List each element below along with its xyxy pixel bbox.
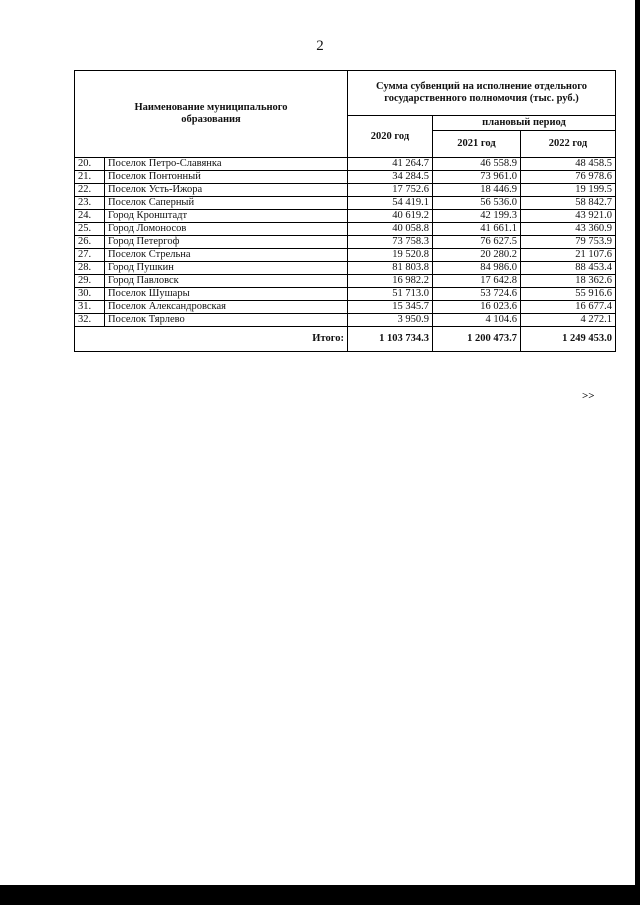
value-2021: 42 199.3 [433, 210, 521, 223]
header-planning-period: плановый период [433, 116, 616, 131]
scan-edge-right [635, 0, 640, 905]
table-row [75, 301, 616, 314]
value-2020: 73 758.3 [348, 236, 433, 249]
value-2021: 16 023.6 [433, 301, 521, 314]
value-2021: 73 961.0 [433, 171, 521, 184]
value-2020: 41 264.7 [348, 158, 433, 171]
value-2021: 20 280.2 [433, 249, 521, 262]
value-2022: 43 360.9 [521, 223, 616, 236]
table-body [75, 158, 616, 327]
row-number: 27. [75, 249, 105, 262]
table-row [75, 171, 616, 184]
total-row [75, 327, 616, 352]
header-year-2022: 2022 год [521, 131, 616, 158]
value-2021: 56 536.0 [433, 197, 521, 210]
value-2022: 18 362.6 [521, 275, 616, 288]
row-number: 30. [75, 288, 105, 301]
header-subvention-sum: Сумма субвенций на исполнение отдельного государственного полномочия (тыс. руб.) [348, 71, 616, 116]
value-2022: 19 199.5 [521, 184, 616, 197]
row-number: 21. [75, 171, 105, 184]
value-2020: 54 419.1 [348, 197, 433, 210]
value-2021: 53 724.6 [433, 288, 521, 301]
table-row [75, 236, 616, 249]
value-2020: 3 950.9 [348, 314, 433, 327]
value-2021: 76 627.5 [433, 236, 521, 249]
table-row [75, 210, 616, 223]
value-2022: 79 753.9 [521, 236, 616, 249]
value-2020: 51 713.0 [348, 288, 433, 301]
total-label: Итого: [75, 327, 348, 352]
value-2021: 17 642.8 [433, 275, 521, 288]
total-2021: 1 200 473.7 [433, 327, 521, 352]
value-2022: 16 677.4 [521, 301, 616, 314]
table-row [75, 223, 616, 236]
page-number: 2 [316, 38, 324, 54]
total-2022: 1 249 453.0 [521, 327, 616, 352]
row-number: 24. [75, 210, 105, 223]
municipality-name: Поселок Саперный [105, 197, 348, 210]
value-2022: 76 978.6 [521, 171, 616, 184]
value-2022: 21 107.6 [521, 249, 616, 262]
municipality-name: Город Ломоносов [105, 223, 348, 236]
municipality-name: Поселок Шушары [105, 288, 348, 301]
value-2022: 48 458.5 [521, 158, 616, 171]
value-2020: 40 058.8 [348, 223, 433, 236]
value-2020: 40 619.2 [348, 210, 433, 223]
table-row [75, 262, 616, 275]
total-2020: 1 103 734.3 [348, 327, 433, 352]
value-2021: 18 446.9 [433, 184, 521, 197]
table-row [75, 184, 616, 197]
table-row [75, 288, 616, 301]
value-2020: 17 752.6 [348, 184, 433, 197]
value-2022: 4 272.1 [521, 314, 616, 327]
continuation-marker: >> [582, 390, 595, 402]
value-2022: 88 453.4 [521, 262, 616, 275]
table-row [75, 158, 616, 171]
value-2022: 58 842.7 [521, 197, 616, 210]
value-2021: 84 986.0 [433, 262, 521, 275]
municipality-name: Поселок Петро-Славянка [105, 158, 348, 171]
value-2020: 81 803.8 [348, 262, 433, 275]
table-row [75, 249, 616, 262]
table-row [75, 197, 616, 210]
municipality-name: Город Кронштадт [105, 210, 348, 223]
value-2022: 55 916.6 [521, 288, 616, 301]
row-number: 22. [75, 184, 105, 197]
row-number: 26. [75, 236, 105, 249]
value-2020: 19 520.8 [348, 249, 433, 262]
municipality-name: Поселок Тярлево [105, 314, 348, 327]
value-2021: 41 661.1 [433, 223, 521, 236]
municipality-name: Поселок Усть-Ижора [105, 184, 348, 197]
row-number: 28. [75, 262, 105, 275]
row-number: 23. [75, 197, 105, 210]
value-2021: 4 104.6 [433, 314, 521, 327]
row-number: 20. [75, 158, 105, 171]
row-number: 25. [75, 223, 105, 236]
header-year-2021: 2021 год [433, 131, 521, 158]
value-2020: 16 982.2 [348, 275, 433, 288]
value-2021: 46 558.9 [433, 158, 521, 171]
row-number: 31. [75, 301, 105, 314]
table-row [75, 314, 616, 327]
subventions-table [74, 70, 616, 352]
municipality-name: Город Петергоф [105, 236, 348, 249]
value-2020: 34 284.5 [348, 171, 433, 184]
table-row [75, 275, 616, 288]
municipality-name: Поселок Стрельна [105, 249, 348, 262]
row-number: 29. [75, 275, 105, 288]
header-municipality-name: Наименование муниципального образования [75, 71, 348, 158]
header-year-2020: 2020 год [348, 116, 433, 158]
value-2022: 43 921.0 [521, 210, 616, 223]
municipality-name: Город Пушкин [105, 262, 348, 275]
municipality-name: Поселок Александровская [105, 301, 348, 314]
municipality-name: Поселок Понтонный [105, 171, 348, 184]
row-number: 32. [75, 314, 105, 327]
scan-edge-bottom [0, 885, 640, 905]
value-2020: 15 345.7 [348, 301, 433, 314]
municipality-name: Город Павловск [105, 275, 348, 288]
